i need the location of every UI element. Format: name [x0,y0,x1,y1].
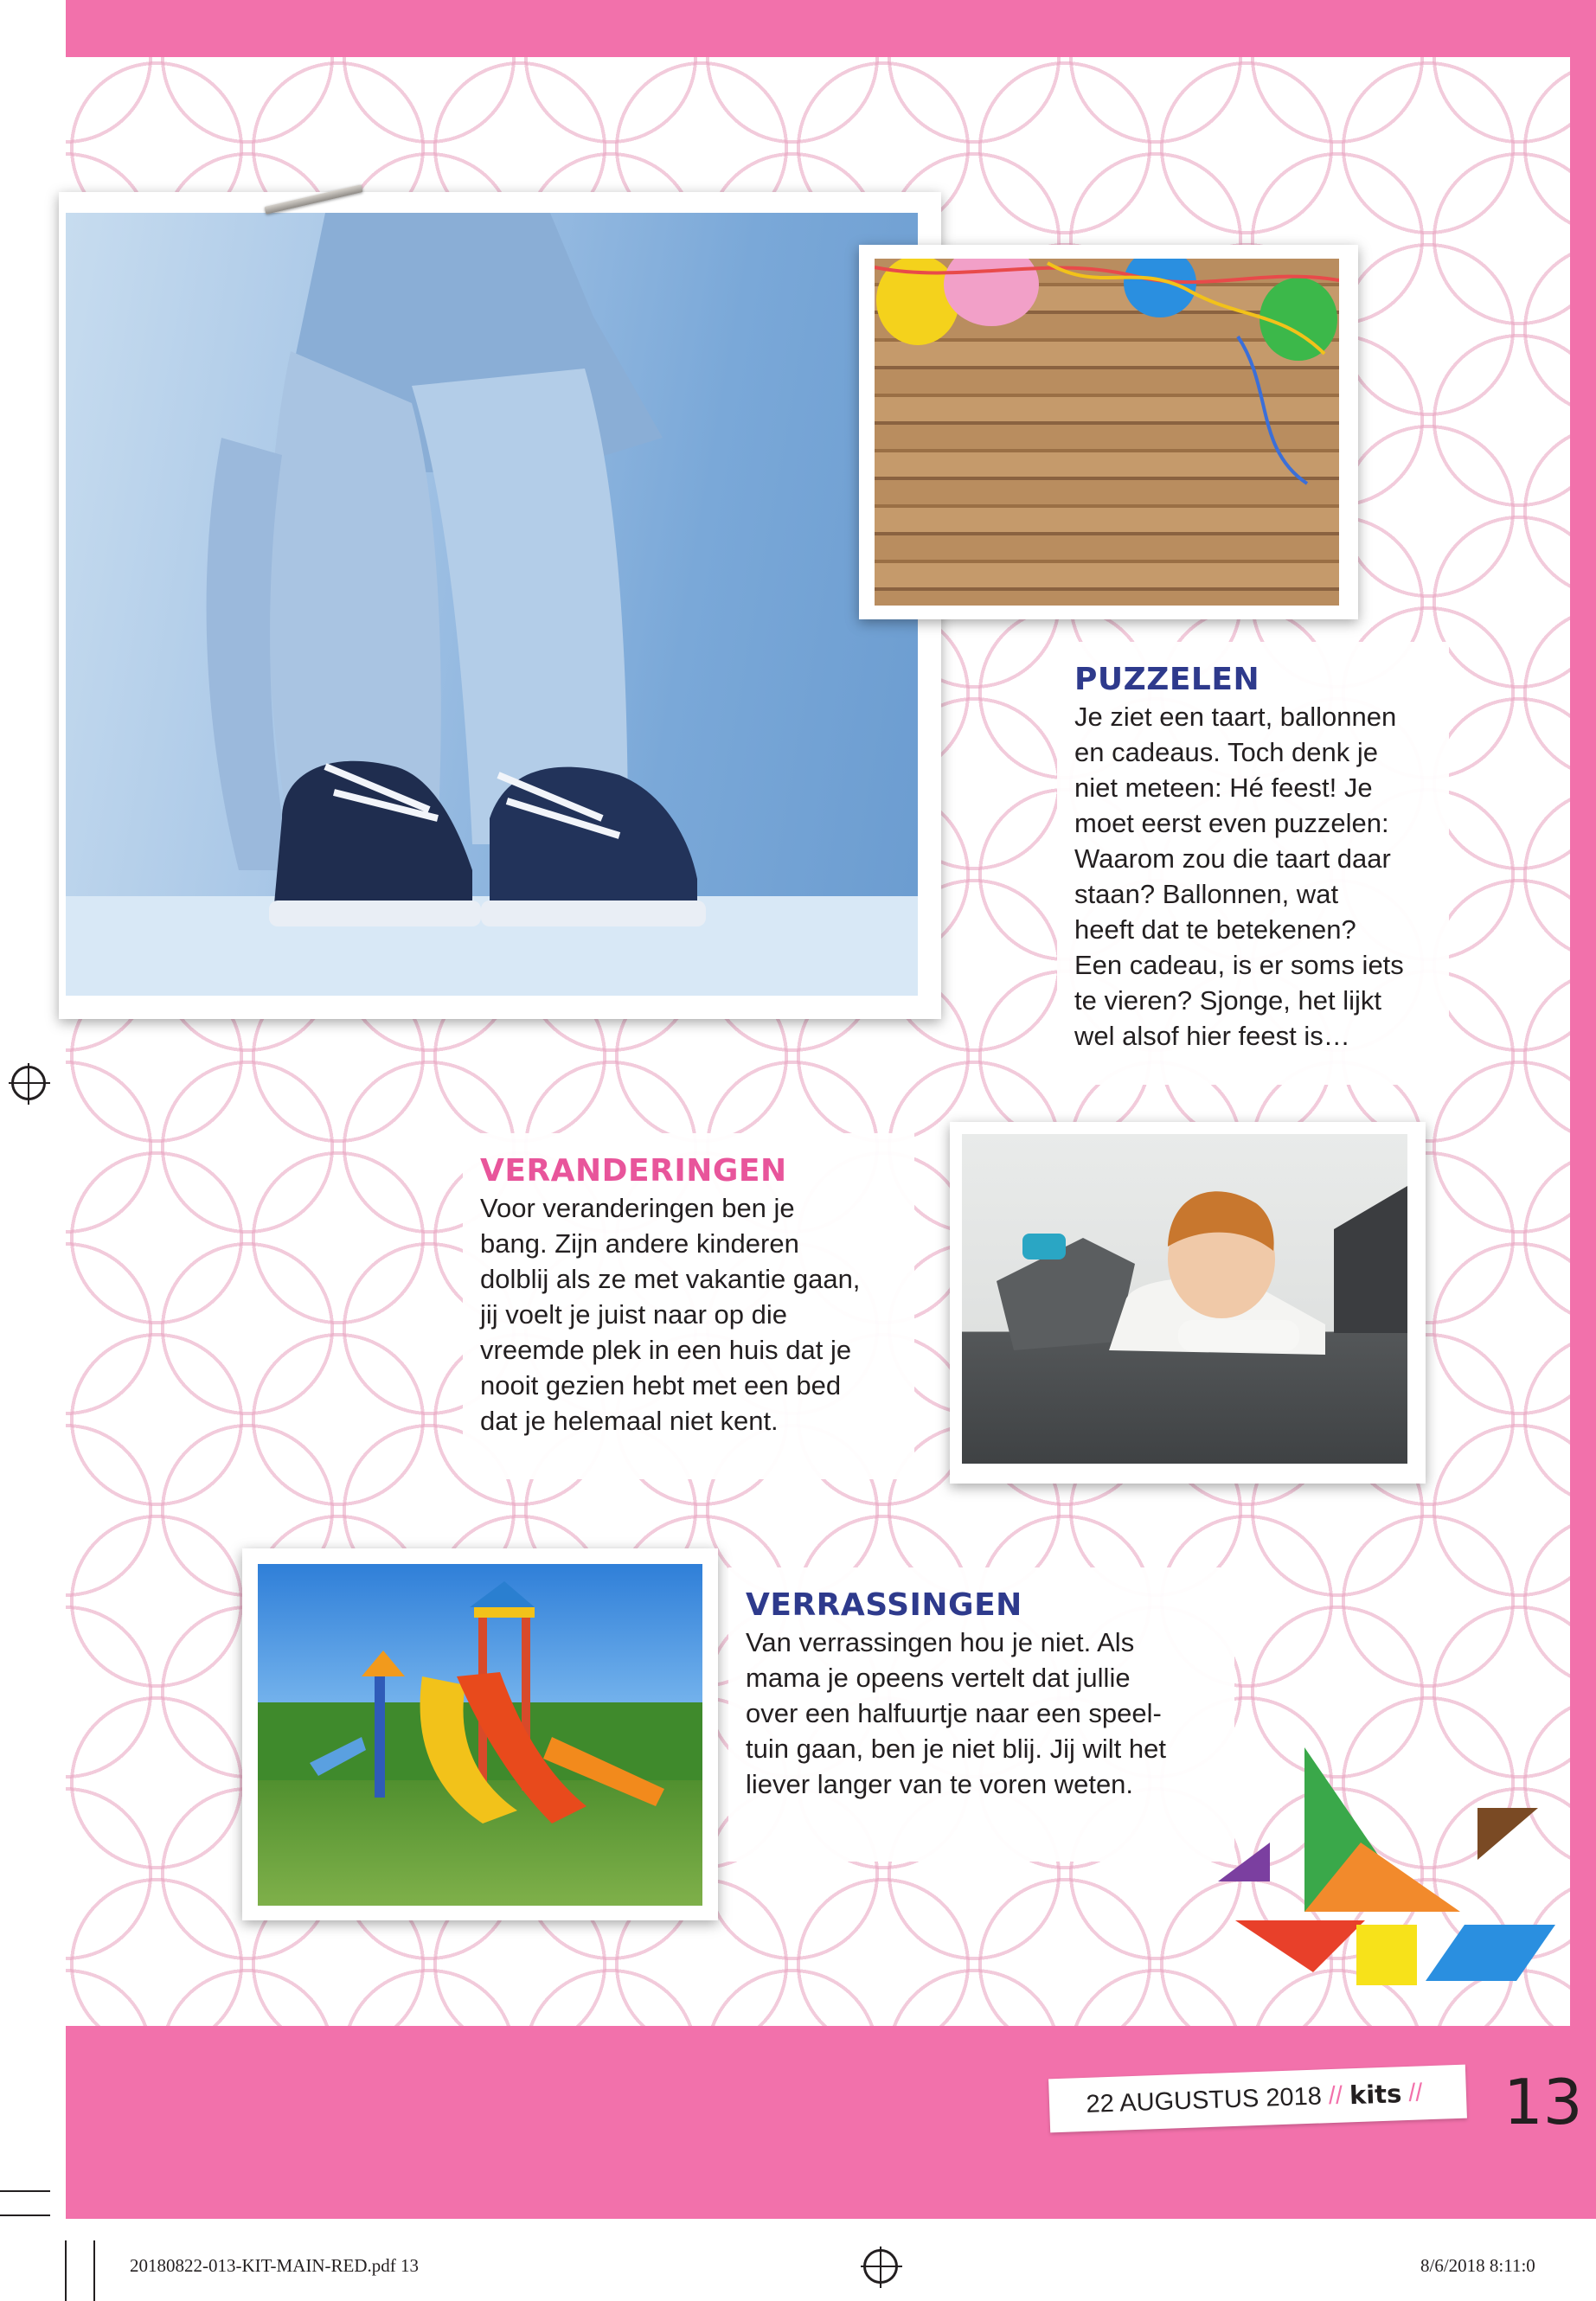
registration-mark-bottom [863,2249,898,2284]
heading-veranderingen: VERANDERINGEN [480,1153,787,1189]
body-veranderingen: Voor veranderingen ben je bang. Zijn andere kinderen dolblij als ze met vakantie gaan, jij voelt je juist naar op die vreemde plek in een huis dat je nooit gezien hebt met een bed dat je helemaal niet kent. [480,1193,861,1436]
registration-mark-left [11,1066,46,1100]
top-pink-bar [66,0,1596,57]
photo-boy-sitting [66,213,918,996]
tangram-boat-illustration [1218,1747,1560,2017]
bottom-pink-band [66,2026,1596,2219]
heading-puzzelen: PUZZELEN [1074,662,1260,697]
crop-mark-vertical-2 [93,2240,95,2301]
footer-brand: kits [1349,2079,1402,2111]
crop-mark-vertical-1 [65,2240,67,2301]
section-verrassingen [728,1567,1234,1862]
crop-mark-horizontal-1 [0,2190,50,2192]
photo-sad-kid [962,1134,1407,1464]
heading-verrassingen: VERRASSINGEN [746,1587,1022,1623]
crop-mark-horizontal-2 [0,2214,50,2216]
photo-sad-kid-frame [950,1122,1426,1484]
section-puzzelen [1057,642,1449,1085]
photo-playground-illustration [258,1564,702,1906]
footer-separator-end: // [1407,2078,1423,2107]
photo-playground [258,1564,702,1906]
body-puzzelen: Je ziet een taart, ballonnen en cadeaus. Toch denk je niet meteen: Hé feest! Je moet eerst even puzzelen: Waarom zou die taart daar staan? Ballonnen, wat heeft dat te betekenen? Een cadeau, is er soms iets te vieren? Sjonge, het lijkt wel alsof hier feest is… [1074,702,1404,1051]
photo-boy-sitting-frame [59,192,941,1019]
print-slug-filename: 20180822-013-KIT-MAIN-RED.pdf 13 [130,2255,420,2276]
photo-playground-frame [242,1548,718,1920]
footer-separator: // [1328,2081,1343,2110]
print-slug-timestamp: 8/6/2018 8:11:0 [1420,2255,1535,2276]
section-veranderingen [463,1133,914,1479]
page-number: 13 [1503,2066,1583,2138]
right-pink-bar [1570,0,1596,2219]
body-verrassingen: Van verrassingen hou je niet. Als mama je opeens vertelt dat jullie over een halfuurtje naar een speel- tuin gaan, ben je niet blij. Jij wilt het liever langer van te voren weten. [746,1627,1166,1799]
photo-balloons [875,259,1339,606]
photo-balloons-illustration [875,259,1339,606]
footer-date: 22 AUGUSTUS 2018 [1086,2081,1323,2118]
photo-boy-sitting-illustration [66,213,918,996]
photo-balloons-frame [859,245,1358,619]
right-sneaker [481,767,706,926]
photo-sad-kid-illustration [962,1134,1407,1464]
